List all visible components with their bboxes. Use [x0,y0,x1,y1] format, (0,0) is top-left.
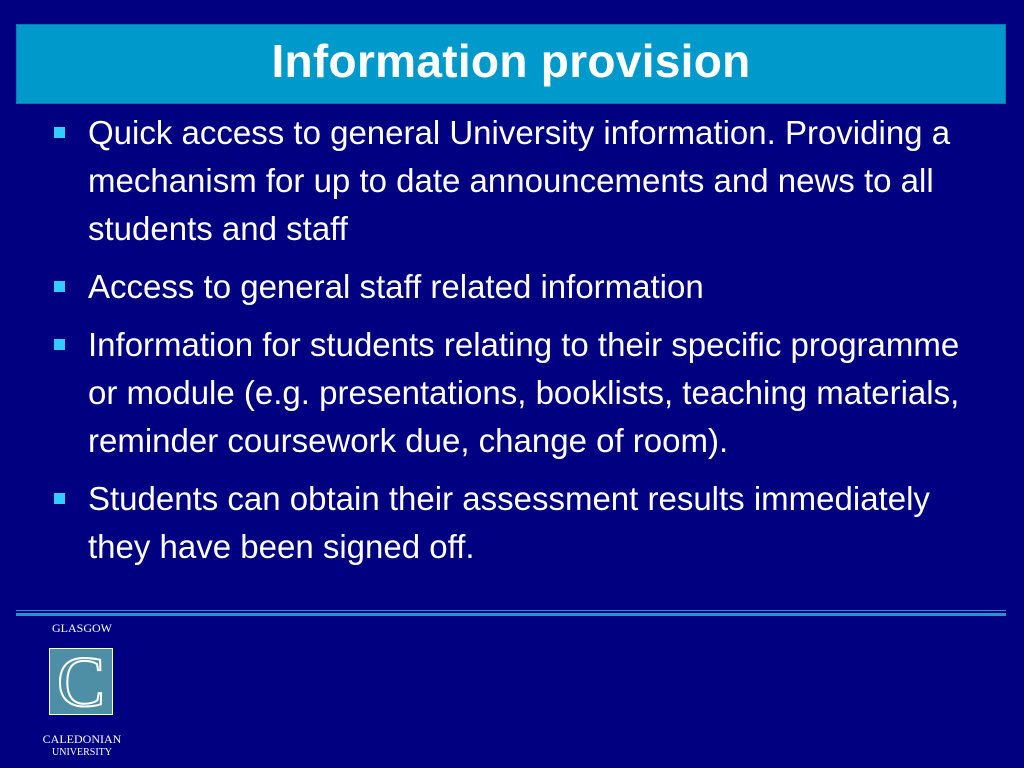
bullet-text: Quick access to general University information. Providing a mechanism for up to date announcements and news to all students and staff [88,114,951,247]
bullet-text: Students can obtain their assessment results immediately they have been signed off. [88,480,930,565]
title-bar [16,24,1006,104]
logo-name: CALEDONIAN [42,732,122,746]
bullet-text: Access to general staff related information [88,268,704,305]
square-bullet-icon [54,339,65,350]
logo-bottom-text [20,733,144,759]
bullet-item [52,475,997,571]
footer-divider-thick [16,613,1006,616]
slide-title: Information provision [271,35,751,87]
logo-letter: C [56,649,106,714]
bullet-item [52,321,997,465]
square-bullet-icon [54,493,65,504]
logo-subname: UNIVERSITY [52,747,112,758]
square-bullet-icon [54,127,65,138]
bullet-item [52,109,997,253]
bullet-text: Information for students relating to their specific programme or module (e.g. presentations, booklists, teaching materials, reminder coursework due, change of room). [88,326,960,459]
c-logo-icon [50,649,112,714]
bullet-list [52,109,997,581]
square-bullet-icon [54,281,65,292]
footer-divider-thin [16,610,1006,611]
logo-top-text: GLASGOW [52,621,112,635]
university-logo [49,648,113,715]
bullet-item [52,263,997,311]
